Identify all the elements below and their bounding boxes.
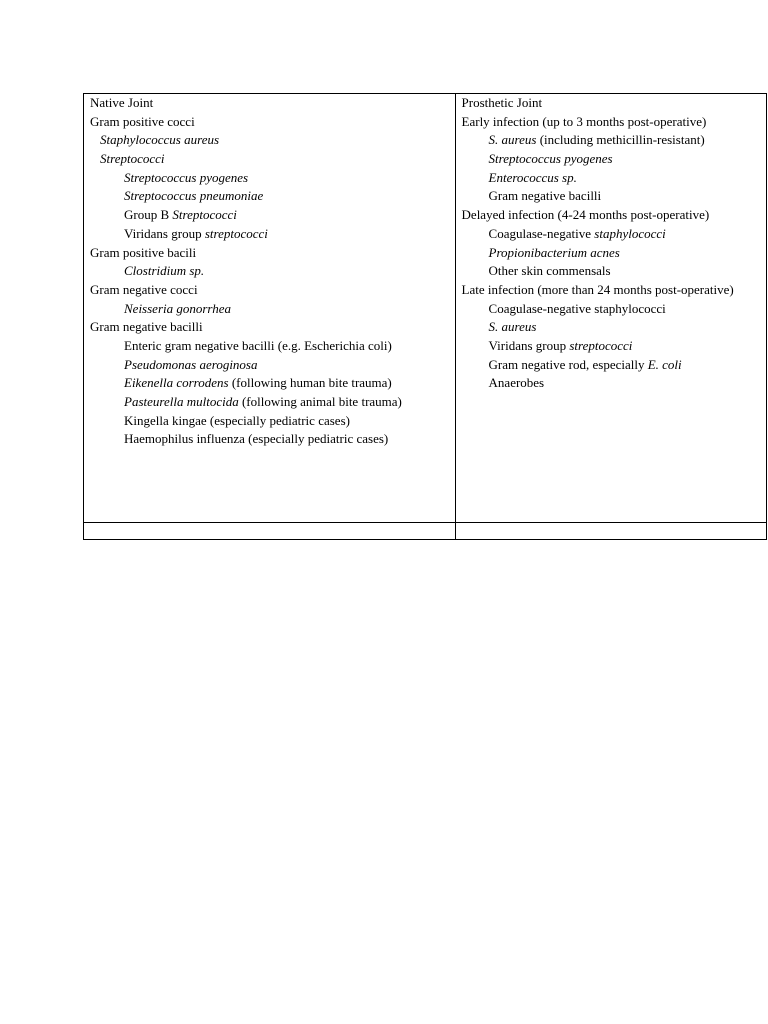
list-item bbox=[84, 337, 455, 356]
list-item bbox=[84, 150, 455, 169]
italic-text: Eikenella corrodens bbox=[124, 375, 229, 391]
text: Enteric gram negative bacilli (e.g. Escherichia coli) bbox=[124, 337, 392, 353]
list-item bbox=[84, 113, 455, 132]
prosthetic-joint-cell bbox=[455, 94, 766, 523]
list-item bbox=[84, 356, 455, 375]
list-item bbox=[84, 225, 455, 244]
list-item bbox=[456, 225, 766, 244]
italic-text: streptococci bbox=[204, 225, 268, 241]
list-item bbox=[456, 187, 766, 206]
italic-text: Pasteurella multocida bbox=[124, 394, 239, 409]
list-item bbox=[456, 206, 766, 225]
text: (following animal bite trauma) bbox=[238, 394, 402, 409]
list-item bbox=[84, 281, 455, 300]
italic-text: Streptococcus pyogenes bbox=[488, 151, 613, 167]
text: Gram negative rod, especially bbox=[488, 356, 648, 372]
text: (including methicillin-resistant) bbox=[536, 132, 705, 148]
text: Viridans group bbox=[488, 337, 570, 353]
list-item bbox=[84, 206, 455, 225]
text: Kingella kingae (especially pediatric cases) bbox=[124, 412, 350, 428]
italic-text: staphylococci bbox=[594, 225, 666, 241]
list-item bbox=[84, 187, 455, 206]
list-item bbox=[84, 169, 455, 188]
italic-text: streptococci bbox=[569, 337, 633, 353]
column-heading bbox=[84, 94, 455, 113]
italic-text: Pseudomonas aeroginosa bbox=[124, 356, 258, 372]
italic-text: Streptococcus pneumoniae bbox=[124, 188, 264, 204]
list-item bbox=[456, 374, 766, 393]
native-joint-list bbox=[84, 94, 455, 449]
list-item bbox=[456, 244, 766, 263]
table-row bbox=[84, 94, 767, 523]
text: Gram negative bacilli bbox=[90, 319, 203, 335]
text: Coagulase-negative bbox=[488, 225, 595, 241]
list-item bbox=[84, 300, 455, 319]
text: Early infection (up to 3 months post-operative) bbox=[461, 113, 707, 129]
italic-text: S. aureus bbox=[488, 132, 537, 148]
list-item bbox=[84, 374, 455, 393]
italic-text: Streptococcus pyogenes bbox=[124, 169, 249, 185]
list-item bbox=[84, 318, 455, 337]
text: Native Joint bbox=[90, 95, 154, 110]
empty-cell-right bbox=[455, 523, 766, 540]
italic-text: Staphylococcus aureus bbox=[100, 132, 220, 148]
list-item bbox=[84, 430, 455, 449]
text: Anaerobes bbox=[488, 375, 545, 391]
italic-text: Streptococci bbox=[100, 151, 165, 167]
table-row bbox=[84, 523, 767, 540]
text: (following human bite trauma) bbox=[228, 375, 392, 391]
list-item bbox=[84, 412, 455, 431]
list-item bbox=[456, 281, 766, 300]
text: Gram positive bacili bbox=[90, 244, 197, 260]
italic-text: E. coli bbox=[647, 356, 682, 372]
list-item bbox=[456, 131, 766, 150]
italic-text: Streptococci bbox=[172, 207, 237, 223]
list-item bbox=[84, 244, 455, 263]
list-item bbox=[456, 169, 766, 188]
text: Haemophilus influenza (especially pediatric cases) bbox=[124, 431, 389, 447]
column-heading bbox=[456, 94, 766, 113]
list-item bbox=[84, 393, 455, 412]
list-item bbox=[456, 318, 766, 337]
italic-text: Neisseria gonorrhea bbox=[124, 300, 232, 316]
text: Group B bbox=[124, 207, 173, 223]
empty-cell-left bbox=[84, 523, 456, 540]
prosthetic-joint-list bbox=[456, 94, 766, 393]
list-item bbox=[456, 113, 766, 132]
list-item bbox=[84, 131, 455, 150]
list-item bbox=[456, 262, 766, 281]
list-item bbox=[456, 150, 766, 169]
text: Delayed infection (4-24 months post-operative) bbox=[461, 207, 710, 223]
list-item bbox=[456, 356, 766, 375]
italic-text: Enterococcus sp. bbox=[488, 169, 577, 185]
text: Viridans group bbox=[124, 225, 205, 241]
text: Coagulase-negative staphylococci bbox=[488, 300, 666, 316]
italic-text: Propionibacterium acnes bbox=[488, 244, 620, 260]
text: Other skin commensals bbox=[488, 263, 611, 279]
text: Prosthetic Joint bbox=[461, 95, 543, 110]
text: Late infection (more than 24 months post-operative) bbox=[461, 281, 734, 297]
organism-table bbox=[83, 93, 767, 540]
text: Gram positive cocci bbox=[90, 113, 195, 129]
list-item bbox=[84, 262, 455, 281]
list-item bbox=[456, 300, 766, 319]
text: Gram negative cocci bbox=[90, 281, 198, 297]
italic-text: S. aureus bbox=[488, 319, 537, 335]
list-item bbox=[456, 337, 766, 356]
text: Gram negative bacilli bbox=[488, 188, 602, 204]
native-joint-cell bbox=[84, 94, 456, 523]
italic-text: Clostridium sp. bbox=[124, 263, 205, 279]
